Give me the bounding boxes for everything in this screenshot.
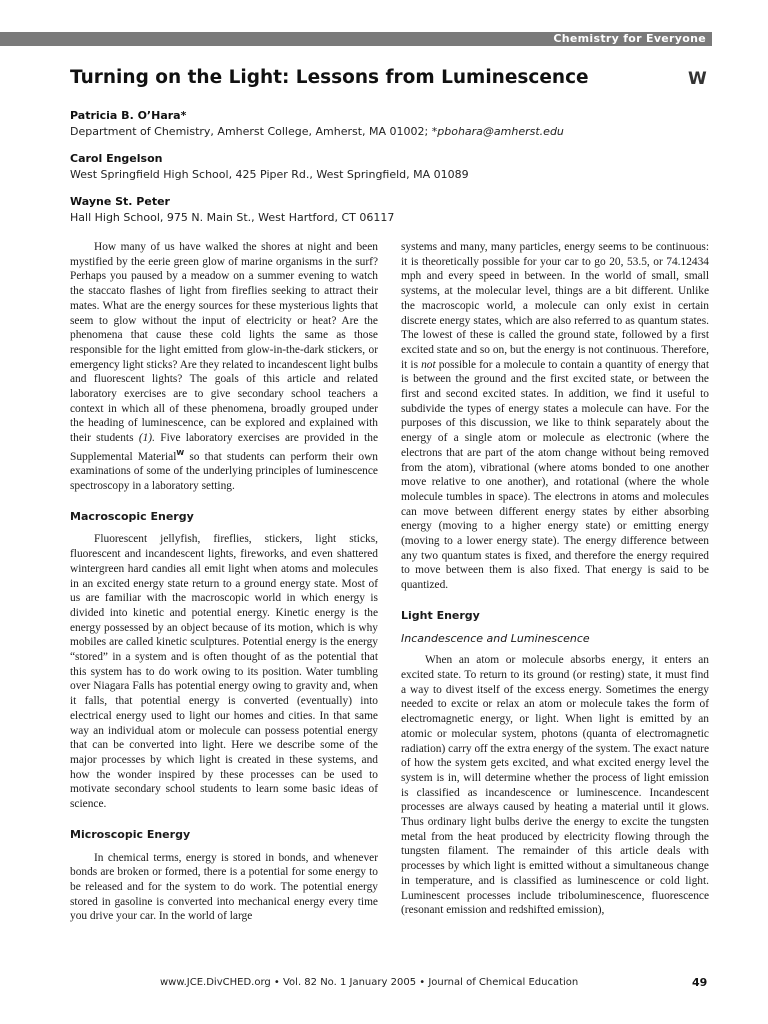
microscopic-paragraph-continued: systems and many, many particles, energy seems to be continuous: it is theoretically possible for your car to go 20, 53.5, or 74.12434 mph and every speed in between. In the world of small, small systems, at the molecular level, things are a bit different. Unlike the macroscopic world, a molecule can only exist in certain discrete energy states, which are also referred to as quantum states. The lowest of these is called the ground state, followed by a first excited state and so on, but the energy is not continuous. Therefore, it is not possible for a molecule to contain a quantity of energy that is between the ground and the first excited state, or between the first and second excited states. In addition, we find it useful to subdivide the types of energy states a molecule can have. For the purposes of this discussion, we like to think separately about the energy of a single atom or molecule as electronic (where the electrons that are part of the atom change without being removed from the atom), vibrational (where atoms bonded to one another move relative to one another), and rotational (where the whole molecule tumbles in space). The electrons in atoms and molecules can move between different energy states by either absorbing energy (moving to a higher energy state) or emitting energy (moving to a lower energy state). The energy difference between any two quantum states is fixed, and therefore the energy required to move between them is also fixed. That energy is said to be quantized. [401, 241, 709, 592]
macroscopic-paragraph: Fluorescent jellyfish, fireflies, stickers, light sticks, fluorescent and incandescent lights, fireworks, and even shattered wintergreen hard candies all emit light when atoms and molecules in an excited energy state return to a ground energy state. Most of us are familiar with the macroscopic world in which energy is divided into kinetic and potential energy. Kinetic energy is the energy possessed by an object because of its motion, which is why mobiles are called kinetic sculptures. Potential energy is the energy “stored” in a system and is often thought of as the potential that this system has to do work owing to its position. Water tumbling over Niagara Falls has potential energy owing to gravity and, when it falls, that potential energy is converted (eventually) into electrical energy used to light our homes and cities. In that same way an individual atom or molecule can possess potential energy that can be converted into light. Here we describe some of the major processes by which light is created in these systems, and how the wonder inspired by these processes can be used to motivate secondary school students to learn some basic ideas of science. [70, 533, 378, 811]
heading-light-energy: Light Energy [401, 608, 480, 622]
author-affiliation: Hall High School, 975 N. Main St., West Hartford, CT 06117 [70, 211, 395, 224]
light-energy-paragraph: When an atom or molecule absorbs energy, it enters an excited state. To return to its ground (or resting) state, it must find a way to divest itself of the excess energy. Sometimes the energy needed to excite or relax an atom or molecule takes the form of electromagnetic energy, or light. When light is emitted by an atomic or molecular system, photons (quanta of electromagnetic radiation) carry off the extra energy of the system. The exact nature of how the system gets excited, and what excited energy level the system is in, will determine whether the process of light emission is classified as incandescence or luminescence. Incandescent processes are always caused by heating a material until it glows. Thus ordinary light bulbs derive the energy to excite the tungsten metal from the heat produced by electricity flowing through the tungsten filament. The remainder of this article deals with processes by which light is emitted without a simultaneous change in temperature, and is classified as luminescence or cold light. Luminescent processes include triboluminescence, fluorescence (resonant emission and redshifted emission), [401, 654, 709, 917]
web-material-superscript: W [176, 448, 185, 457]
web-material-icon: W [688, 69, 707, 89]
section-header-bar [0, 32, 712, 46]
author-affiliation: Department of Chemistry, Amherst College, Amherst, MA 01002; *pbohara@amherst.edu [70, 125, 564, 138]
article-title: Turning on the Light: Lessons from Luminescence [70, 67, 589, 88]
left-column [70, 240, 378, 924]
author-email[interactable]: pbohara@amherst.edu [437, 125, 564, 138]
intro-paragraph: How many of us have walked the shores at night and been mystified by the eerie green glow of marine organisms in the surf? Perhaps you paused by a meadow on a summer evening to watch the staccato flashes of light from fireflies seeking to attract their mates. What are the energy sources for these mysterious lights that seem to glow without the input of electricity or heat? Are the phenomena that cause these cold lights the same as those responsible for the light emitted from glow-in-the-dark stickers, or emergency light sticks? Are they related to incandescent light bulbs and fluorescent lights? The goals of this article and related laboratory exercises are to give secondary school teachers a context in which all of these phenomena, broadly grouped under the heading of luminescence, can be explored and explained with their students (1). Five laboratory exercises are provided in the Supplemental Material$^W$ so that students can perform their own examinations of some of the underlying principles of luminescence spectroscopy in a laboratory setting. [70, 241, 379, 493]
section-label: Chemistry for Everyone [553, 32, 706, 45]
author-name: Patricia B. O’Hara* [70, 109, 187, 122]
journal-footer: www.JCE.DivCHED.org • Vol. 82 No. 1 January 2005 • Journal of Chemical Education [160, 977, 579, 988]
reference-link[interactable]: (1). [138, 432, 155, 445]
microscopic-paragraph: In chemical terms, energy is stored in bonds, and whenever bonds are broken or formed, there is a potential for some energy to be released and for the system to do work. The potential energy stored in gasoline is converted into mechanical energy every time you drive your car. In the world of large [70, 851, 378, 923]
page-number: 49 [692, 976, 708, 989]
author-name: Carol Engelson [70, 152, 163, 165]
heading-microscopic-energy: Microscopic Energy [70, 827, 191, 841]
author-affiliation: West Springfield High School, 425 Piper Rd., West Springfield, MA 01089 [70, 168, 469, 181]
heading-macroscopic-energy: Macroscopic Energy [70, 509, 194, 523]
right-column [401, 240, 709, 918]
subheading-incandescence-luminescence: Incandescence and Luminescence [401, 631, 590, 645]
author-name: Wayne St. Peter [70, 195, 170, 208]
